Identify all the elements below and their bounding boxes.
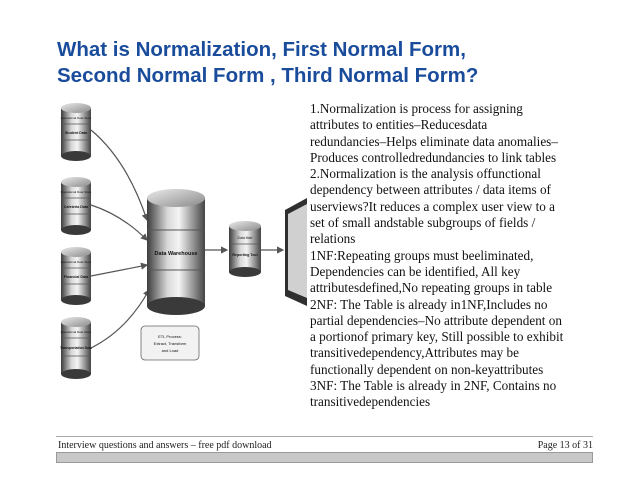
body-line: 3NF: The Table is already in 2NF, Contains no — [310, 378, 557, 394]
body-line: attributes to entities–Reducesdata — [310, 117, 488, 133]
footer-divider — [56, 436, 593, 437]
body-line: Produces controlledredundancies to link tables — [310, 149, 557, 165]
body-line: redundancies–Helps eliminate data anomalies– — [310, 133, 558, 149]
body-line: Dependencies can be identified, All key — [310, 263, 521, 279]
source-name-student: Student Data — [64, 131, 88, 135]
body-line: partial dependencies–No attribute dependent on — [310, 312, 562, 328]
body-line: a portionof primary key, Still possible to exhibit — [310, 329, 564, 345]
source-cylinder-transportation — [60, 317, 92, 379]
data-warehouse-diagram — [57, 100, 307, 430]
source-tag-transportation: Operational Data Store — [60, 330, 92, 334]
source-name-financial: Financial Data — [63, 275, 89, 279]
mart-name: Reporting Tool — [232, 253, 258, 257]
footer-text: Interview questions and answers – free pdf download — [58, 440, 272, 451]
body-line: 1.Normalization is process for assigning — [310, 101, 523, 116]
source-name-transportation: Transportation Data — [59, 346, 93, 350]
warehouse-label: Data Warehouse — [154, 251, 198, 257]
source-tag-financial: Operational Data Store — [60, 260, 92, 264]
source-arrows — [91, 130, 149, 348]
body-line: 1NF:Repeating groups must beeliminated, — [310, 247, 534, 263]
source-name-cafeteria: Cafeteria Data — [63, 205, 89, 209]
title-line-1: What is Normalization, First Normal Form, — [57, 38, 466, 61]
page-number: Page 13 of 31 — [537, 440, 593, 451]
footer-bar — [56, 452, 593, 463]
body-line: userviews?It reduces a complex user view to a — [310, 198, 555, 214]
data-warehouse-cylinder — [147, 189, 205, 315]
body-line: transitivedependencies — [310, 394, 431, 410]
body-line: attributesdefined,No repeating groups in table — [310, 280, 553, 296]
data-mart-cylinder — [229, 221, 261, 277]
etl-line-2: Extract, Transform — [153, 341, 187, 346]
body-line: dependency between attributes / data items of — [310, 182, 551, 198]
body-line: set of small andstable subgroups of fields / — [310, 215, 536, 231]
source-cylinder-financial — [61, 247, 92, 305]
etl-process-box — [141, 326, 199, 360]
mart-tag: Data Mart — [237, 236, 253, 240]
etl-line-1: ETL Process: — [158, 334, 182, 339]
body-line: transitivedependency,Attributes may be — [310, 345, 519, 361]
body-line: 2.Normalization is the analysis offunctional — [310, 166, 541, 182]
source-cylinder-student — [61, 103, 92, 161]
slide-title — [57, 37, 617, 89]
title-line-2: Second Normal Form , Third Normal Form? — [57, 64, 479, 87]
body-text — [310, 101, 610, 411]
monitor-icon — [285, 198, 307, 306]
body-line: relations — [310, 231, 356, 247]
source-cylinder-cafeteria — [61, 177, 92, 235]
etl-line-3: and Load — [161, 348, 179, 353]
body-line: functionally dependent on non-keyattributes — [310, 361, 544, 377]
source-tag-student: Operational Data Store — [60, 116, 92, 120]
body-line: 2NF: The Table is already in1NF,Includes no — [310, 296, 548, 312]
source-tag-cafeteria: Operational Data Store — [60, 190, 92, 194]
